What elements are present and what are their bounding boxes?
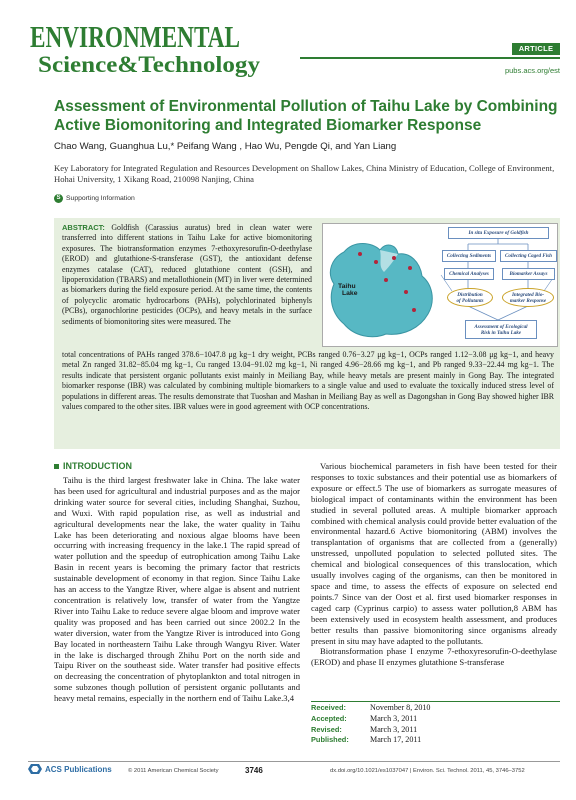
footer-divider <box>28 761 560 762</box>
abstract-text-part1 <box>62 223 312 327</box>
site-marker <box>408 266 412 270</box>
flow-box-ibr: Integrated Bio- marker Response <box>502 288 554 307</box>
dates-divider <box>311 701 560 702</box>
intro-paragraph-2: Various biochemical parameters in fish have been tested for their responses to toxic substances and their potential use as biomarkers of exposure or effect.5 The use of biomarkers as surrogate measures of biological impact of contaminants within the environment has been studied in several polluted areas. A multiple biomarker approach combined with chemical analysis could provide better evaluation of the environmental hazard.6 Active biomonitoring (ABM) involves the transplantation of organisms that are collected from a (generally) unstressed, unpolluted population to selected polluted sites. The chemical and biological consequences of this translocation, which usually involves caging of the organisms, can then be monitored in space and time, to assess the effects of exposure on selected end points.7 Since van der Oost et al. first used biomarker responses in caged carp (Cyprinus carpio) to assess water pollution,8 ABM has been extensively used in ecosystem health assessment, and produces better results than passive biomonitoring since organisms already present in situ may have adapted to the pollutants. <box>311 461 557 646</box>
flow-box-biomarker: Biomarker Assays <box>502 268 555 280</box>
doi-citation-link[interactable]: dx.doi.org/10.1021/es1037047 | Environ. Sci. Technol. 2011, 45, 3746–3752 <box>330 768 525 774</box>
acs-publications-logo[interactable]: ACS Publications <box>28 763 112 775</box>
journal-logo <box>28 20 288 78</box>
supporting-information-link[interactable] <box>54 194 135 203</box>
lake-map-label: Taihu Lake <box>338 283 358 297</box>
journal-logo-top: ENVIRONMENTAL <box>30 20 240 54</box>
abstract-text-part2: total concentrations of PAHs ranged 378.6−1047.8 μg kg−1 dry weight, PCBs ranged 0.76−3.27 μg kg−1, OCPs ranged 1.12−3.08 μg kg−1, and heavy metal Zn ranged 31.82−85.04 mg kg−1, Cu ranged 13.04−91.02 mg kg−1, Ni ranged 4.96−28.66 mg kg−1, and Pb ranged 9.33−22.44 mg kg−1. The results indicate that persistent organic pollutants exist mainly in Meiliang Bay, while heavy metals are present mainly in Gong Bay. The integrated biomarker response (IBR) was calculated by combining multiple biomarkers to a single value and used to evaluate the toxically induced stress level of populations in different areas. The results demonstrate that Tuoshan and Mashan in Meiliang Bay as well as Dagongshan in Gong Bay showed higher IBR values compared to the other sites. IBR values were in good agreement with OCP concentrations. <box>62 350 554 412</box>
date-row: Published: March 17, 2011 <box>311 735 422 745</box>
flow-box-distribution: Distribution of Pollutants <box>447 288 493 307</box>
journal-url-link[interactable]: pubs.acs.org/est <box>504 66 560 75</box>
section-bullet-icon <box>54 464 59 469</box>
supporting-info-icon: S <box>54 194 63 203</box>
page-number: 3746 <box>245 766 263 775</box>
introduction-heading: INTRODUCTION <box>54 461 132 471</box>
author-list: Chao Wang, Guanghua Lu,* Peifang Wang , Hao Wu, Pengde Qi, and Yan Liang <box>54 141 397 152</box>
site-marker <box>374 260 378 264</box>
journal-logo-bottom: Science&Technology <box>38 52 261 77</box>
date-row: Accepted: March 3, 2011 <box>311 713 418 723</box>
flow-box-chemical: Chemical Analyses <box>444 268 494 280</box>
site-marker <box>392 256 396 260</box>
site-marker <box>358 252 362 256</box>
site-marker <box>404 290 408 294</box>
site-marker <box>412 308 416 312</box>
intro-paragraph-1: Taihu is the third largest freshwater lake in China. The lake water has been used for agricultural and industrial purposes and as the major drinking water source for several cities, including Shanghai, Suzhou, and Wuxi. With rapid population rise, as well as industrial and agricultural developments near the lake, the water quality in Taihu Lake has been deteriorating and noxious algae blooms have been occurring with increasing frequency in the lake.1 The rapid spread of water pollution and the speedup of eutrophication among Taihu Lake Basin in recent years is becoming the primary factor that restricts sustainable development of economy in that region. Since Taihu Lake has an access to the Yangtze River, where algae is absent and nutrient concentration is relatively low, transfer of water from the Yangtze River into Taihu Lake to reduce severe algae bloom and improve water quality was proposed and has been carried out since 2002.2 In the water diversion, water from the Yangtze River is introduced into Gong Bay located in northeastern Taihu Lake through Wangyu River. Water in the lake is discharged through Zhihu Port on the north side and Taipu River on the southeast side. Water transfer had positive effects on decreasing the concentration of phytoplankton and total nitrogen in some subzones though pollution of persistent organic pollutants and heavy metal remains, especially in the northern end of Taihu Lake.3,4 <box>54 475 300 704</box>
paper-title: Assessment of Environmental Pollution of Taihu Lake by Combining Active Biomonitoring and Integrated Biomarker Response <box>54 98 558 134</box>
site-marker <box>384 278 388 282</box>
header-divider <box>300 57 560 59</box>
flow-box-assessment: Assessment of Ecological Risk in Taihu Lake <box>465 320 537 339</box>
body-column-left <box>54 475 300 704</box>
article-type-badge: ARTICLE <box>512 43 560 55</box>
publication-dates <box>311 703 560 746</box>
intro-paragraph-3: Biotransformation phase I enzyme 7-ethoxyresorufin-O-deethylase (EROD) and phase II enzymes glutathione S-transferase <box>311 646 557 668</box>
date-row: Revised: March 3, 2011 <box>311 724 418 734</box>
acs-hexagon-icon <box>28 763 42 775</box>
abstract-label: ABSTRACT: <box>62 223 105 232</box>
affiliation: Key Laboratory for Integrated Regulation and Resources Development on Shallow Lakes, China Ministry of Education, College of Environment, Hohai University, 1 Xikang Road, 210098 Nanjing, China <box>54 163 555 184</box>
flow-box-exposure: In situ Exposure of Goldfish <box>448 227 549 239</box>
flow-box-sediments: Collecting Sediments <box>442 250 496 262</box>
supporting-info-label: Supporting Information <box>66 195 135 202</box>
body-column-right <box>311 461 557 668</box>
date-row: Received: November 8, 2010 <box>311 703 431 712</box>
flow-box-caged-fish: Collecting Caged Fish <box>500 250 557 262</box>
abstract-body-1: Goldfish (Carassius auratus) bred in clean water were transferred into different stations in Taihu Lake for active biomonitoring exposures. The biotransformation enzymes 7-ethoxyresorufin-O-deethylase (EROD) and glutathione-S-transferase (GST), the antioxidant defense enzymes catalase (CAT), reduced glutathione content (GSH), and lipoperoxidation (TBARS) and metallothionein (MT) in liver were determined as biomarkers during the field exposure period. At the same time, the contents of polycyclic aromatic hydrocarbons (PAHs), polychlorinated biphenyls (PCBs), organochlorine pesticides (OCPs), and heavy metals in the surface sediments of biomonitoring sites were measured. The <box>62 223 312 326</box>
copyright-notice: © 2011 American Chemical Society <box>128 768 219 774</box>
